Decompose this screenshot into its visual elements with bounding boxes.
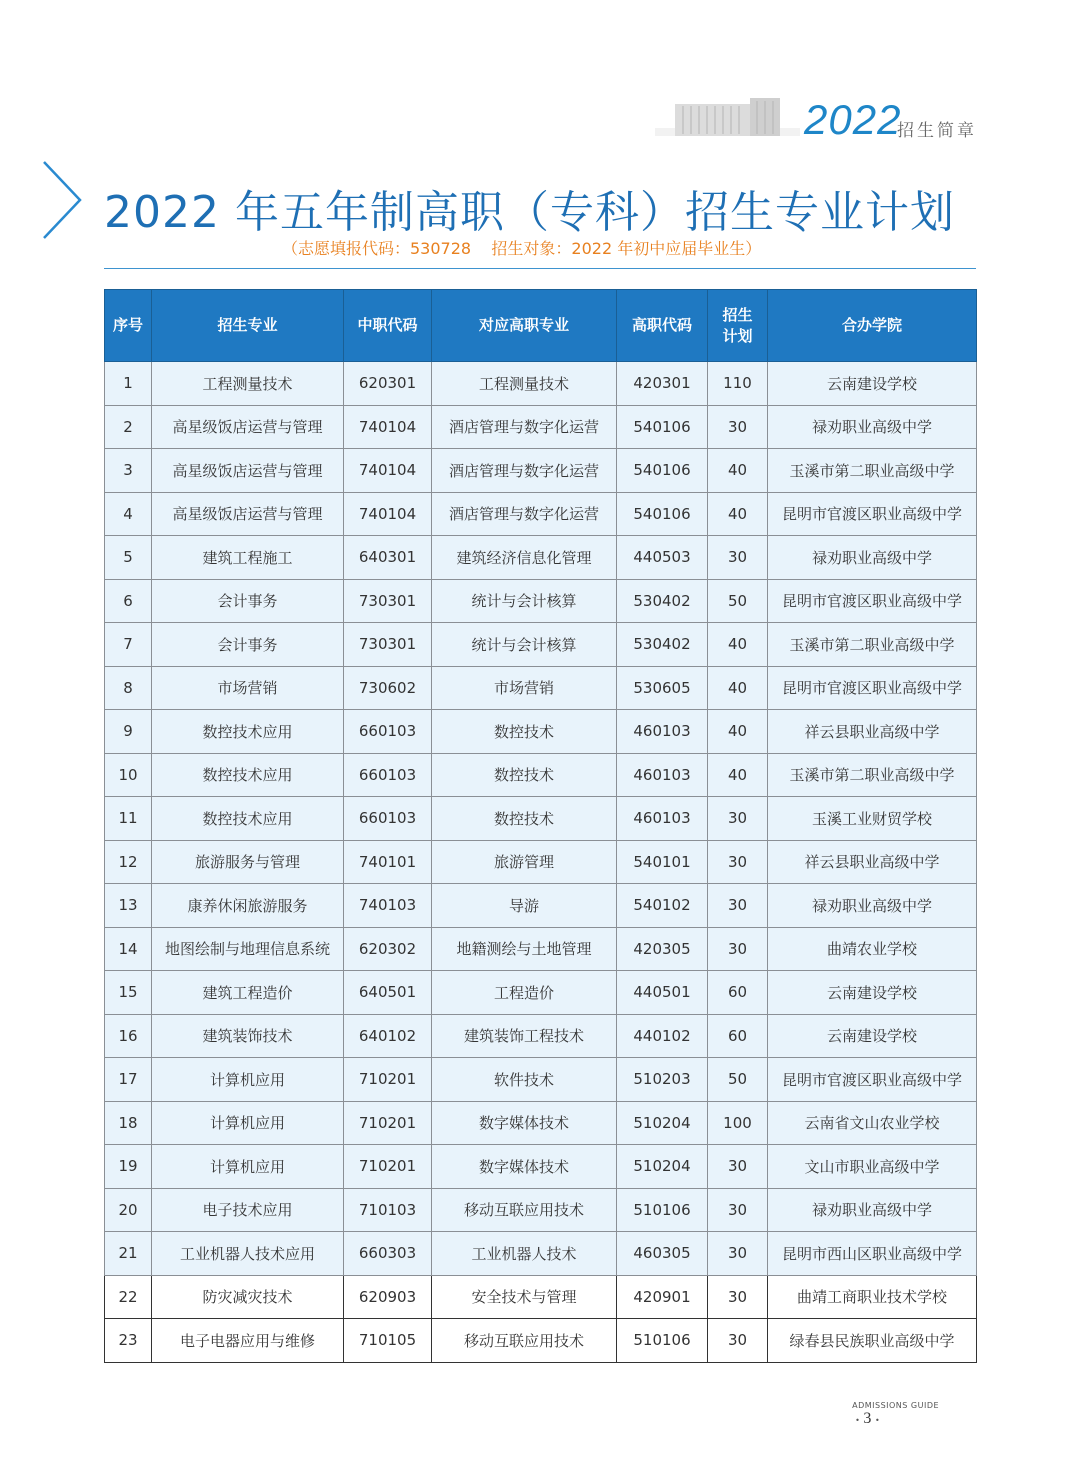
cell-partner-school: 玉溪工业财贸学校 xyxy=(768,797,977,841)
header-row xyxy=(105,290,977,362)
cell-partner-school: 祥云县职业高级中学 xyxy=(768,710,977,754)
cell-major: 高星级饭店运营与管理 xyxy=(152,492,344,536)
cell-higher-code: 540101 xyxy=(617,840,708,884)
cell-major: 旅游服务与管理 xyxy=(152,840,344,884)
column-header-partner-school: 合办学院 xyxy=(768,290,977,362)
cell-secondary-code: 710201 xyxy=(344,1101,432,1145)
cell-partner-school: 禄劝职业高级中学 xyxy=(768,405,977,449)
cell-secondary-code: 740104 xyxy=(344,492,432,536)
cell-plan: 30 xyxy=(708,1275,768,1319)
cell-higher-code: 510106 xyxy=(617,1319,708,1363)
cell-major: 会计事务 xyxy=(152,623,344,667)
table-row xyxy=(105,492,977,536)
cell-higher-code: 420901 xyxy=(617,1275,708,1319)
cell-higher-major: 软件技术 xyxy=(432,1058,617,1102)
cell-major: 建筑装饰技术 xyxy=(152,1014,344,1058)
cell-seq: 9 xyxy=(105,710,152,754)
header-subtitle: 招生简章 xyxy=(897,121,977,141)
cell-secondary-code: 660103 xyxy=(344,753,432,797)
column-header-plan: 招生 计划 xyxy=(708,290,768,362)
cell-major: 高星级饭店运营与管理 xyxy=(152,405,344,449)
cell-plan: 30 xyxy=(708,1145,768,1189)
cell-seq: 5 xyxy=(105,536,152,580)
cell-secondary-code: 710103 xyxy=(344,1188,432,1232)
table-row xyxy=(105,884,977,928)
cell-higher-code: 540106 xyxy=(617,492,708,536)
title-divider xyxy=(104,268,976,269)
cell-seq: 10 xyxy=(105,753,152,797)
table-row xyxy=(105,536,977,580)
cell-seq: 1 xyxy=(105,362,152,406)
cell-partner-school: 绿春县民族职业高级中学 xyxy=(768,1319,977,1363)
cell-major: 会计事务 xyxy=(152,579,344,623)
cell-secondary-code: 710201 xyxy=(344,1058,432,1102)
page-title: 2022 年五年制高职（专科）招生专业计划 xyxy=(104,187,955,238)
table-row xyxy=(105,362,977,406)
cell-secondary-code: 730301 xyxy=(344,623,432,667)
cell-plan: 30 xyxy=(708,927,768,971)
column-header-higher-code: 高职代码 xyxy=(617,290,708,362)
cell-secondary-code: 740104 xyxy=(344,405,432,449)
cell-plan: 50 xyxy=(708,1058,768,1102)
table-row xyxy=(105,623,977,667)
column-header-higher-major: 对应高职专业 xyxy=(432,290,617,362)
cell-major: 数控技术应用 xyxy=(152,710,344,754)
cell-higher-major: 数字媒体技术 xyxy=(432,1145,617,1189)
cell-higher-major: 数控技术 xyxy=(432,797,617,841)
cell-higher-major: 工程造价 xyxy=(432,971,617,1015)
cell-major: 防灾减灾技术 xyxy=(152,1275,344,1319)
cell-seq: 7 xyxy=(105,623,152,667)
cell-seq: 3 xyxy=(105,449,152,493)
cell-seq: 11 xyxy=(105,797,152,841)
cell-plan: 40 xyxy=(708,666,768,710)
cell-partner-school: 禄劝职业高级中学 xyxy=(768,1188,977,1232)
cell-partner-school: 昆明市官渡区职业高级中学 xyxy=(768,1058,977,1102)
cell-higher-major: 统计与会计核算 xyxy=(432,579,617,623)
cell-seq: 12 xyxy=(105,840,152,884)
table-row xyxy=(105,1232,977,1276)
cell-plan: 60 xyxy=(708,1014,768,1058)
cell-partner-school: 云南省文山农业学校 xyxy=(768,1101,977,1145)
enrollment-plan-table xyxy=(104,289,977,1363)
cell-plan: 30 xyxy=(708,840,768,884)
cell-partner-school: 祥云县职业高级中学 xyxy=(768,840,977,884)
table-row xyxy=(105,753,977,797)
cell-higher-code: 440503 xyxy=(617,536,708,580)
cell-plan: 30 xyxy=(708,1188,768,1232)
cell-major: 数控技术应用 xyxy=(152,797,344,841)
cell-seq: 19 xyxy=(105,1145,152,1189)
cell-higher-major: 酒店管理与数字化运营 xyxy=(432,492,617,536)
cell-partner-school: 云南建设学校 xyxy=(768,971,977,1015)
cell-seq: 16 xyxy=(105,1014,152,1058)
cell-major: 高星级饭店运营与管理 xyxy=(152,449,344,493)
cell-higher-major: 导游 xyxy=(432,884,617,928)
cell-higher-code: 440102 xyxy=(617,1014,708,1058)
cell-secondary-code: 640102 xyxy=(344,1014,432,1058)
cell-higher-code: 460103 xyxy=(617,797,708,841)
cell-partner-school: 云南建设学校 xyxy=(768,362,977,406)
cell-secondary-code: 620301 xyxy=(344,362,432,406)
cell-higher-major: 市场营销 xyxy=(432,666,617,710)
cell-plan: 60 xyxy=(708,971,768,1015)
cell-secondary-code: 740103 xyxy=(344,884,432,928)
cell-seq: 21 xyxy=(105,1232,152,1276)
cell-seq: 8 xyxy=(105,666,152,710)
cell-higher-major: 地籍测绘与土地管理 xyxy=(432,927,617,971)
page-number: 3 xyxy=(863,1410,872,1427)
cell-partner-school: 昆明市西山区职业高级中学 xyxy=(768,1232,977,1276)
table-row xyxy=(105,579,977,623)
cell-partner-school: 曲靖农业学校 xyxy=(768,927,977,971)
cell-higher-code: 530402 xyxy=(617,623,708,667)
cell-higher-code: 530402 xyxy=(617,579,708,623)
cell-plan: 110 xyxy=(708,362,768,406)
cell-higher-major: 数控技术 xyxy=(432,710,617,754)
cell-plan: 40 xyxy=(708,753,768,797)
table-row xyxy=(105,1188,977,1232)
page-subtitle: （志愿填报代码：530728 招生对象：2022 年初中应届毕业生） xyxy=(282,239,762,258)
table-row xyxy=(105,1058,977,1102)
footer-label: ADMISSIONS GUIDE xyxy=(852,1401,940,1410)
table-row xyxy=(105,797,977,841)
table-row xyxy=(105,840,977,884)
cell-major: 工业机器人技术应用 xyxy=(152,1232,344,1276)
cell-plan: 40 xyxy=(708,623,768,667)
cell-major: 市场营销 xyxy=(152,666,344,710)
cell-plan: 30 xyxy=(708,797,768,841)
cell-plan: 30 xyxy=(708,1232,768,1276)
cell-secondary-code: 620302 xyxy=(344,927,432,971)
table-header xyxy=(105,290,977,362)
column-header-secondary-code: 中职代码 xyxy=(344,290,432,362)
cell-higher-major: 酒店管理与数字化运营 xyxy=(432,449,617,493)
cell-plan: 30 xyxy=(708,884,768,928)
cell-plan: 30 xyxy=(708,536,768,580)
table-row xyxy=(105,449,977,493)
cell-higher-major: 酒店管理与数字化运营 xyxy=(432,405,617,449)
cell-secondary-code: 710201 xyxy=(344,1145,432,1189)
cell-plan: 30 xyxy=(708,1319,768,1363)
cell-major: 计算机应用 xyxy=(152,1101,344,1145)
cell-secondary-code: 620903 xyxy=(344,1275,432,1319)
cell-higher-code: 440501 xyxy=(617,971,708,1015)
cell-higher-major: 旅游管理 xyxy=(432,840,617,884)
cell-seq: 6 xyxy=(105,579,152,623)
cell-partner-school: 玉溪市第二职业高级中学 xyxy=(768,449,977,493)
cell-higher-code: 510203 xyxy=(617,1058,708,1102)
cell-seq: 2 xyxy=(105,405,152,449)
cell-partner-school: 文山市职业高级中学 xyxy=(768,1145,977,1189)
cell-partner-school: 禄劝职业高级中学 xyxy=(768,884,977,928)
table-row xyxy=(105,927,977,971)
table-row xyxy=(105,1319,977,1363)
cell-major: 计算机应用 xyxy=(152,1058,344,1102)
cell-partner-school: 昆明市官渡区职业高级中学 xyxy=(768,492,977,536)
cell-secondary-code: 660303 xyxy=(344,1232,432,1276)
page-footer: ADMISSIONS GUIDE • 3 • xyxy=(852,1401,940,1427)
column-header-seq: 序号 xyxy=(105,290,152,362)
cell-seq: 18 xyxy=(105,1101,152,1145)
cell-secondary-code: 710105 xyxy=(344,1319,432,1363)
cell-partner-school: 玉溪市第二职业高级中学 xyxy=(768,753,977,797)
cell-secondary-code: 740104 xyxy=(344,449,432,493)
cell-higher-code: 540106 xyxy=(617,449,708,493)
cell-higher-major: 数字媒体技术 xyxy=(432,1101,617,1145)
cell-secondary-code: 640301 xyxy=(344,536,432,580)
cell-higher-major: 建筑经济信息化管理 xyxy=(432,536,617,580)
cell-secondary-code: 730602 xyxy=(344,666,432,710)
cell-major: 电子技术应用 xyxy=(152,1188,344,1232)
cell-seq: 17 xyxy=(105,1058,152,1102)
cell-plan: 100 xyxy=(708,1101,768,1145)
cell-higher-major: 数控技术 xyxy=(432,753,617,797)
cell-higher-major: 安全技术与管理 xyxy=(432,1275,617,1319)
table-row xyxy=(105,710,977,754)
cell-higher-code: 460103 xyxy=(617,710,708,754)
cell-higher-major: 工业机器人技术 xyxy=(432,1232,617,1276)
cell-higher-code: 460103 xyxy=(617,753,708,797)
cell-seq: 4 xyxy=(105,492,152,536)
cell-secondary-code: 640501 xyxy=(344,971,432,1015)
cell-seq: 23 xyxy=(105,1319,152,1363)
cell-secondary-code: 740101 xyxy=(344,840,432,884)
cell-secondary-code: 730301 xyxy=(344,579,432,623)
table-row xyxy=(105,1014,977,1058)
cell-major: 工程测量技术 xyxy=(152,362,344,406)
cell-partner-school: 昆明市官渡区职业高级中学 xyxy=(768,579,977,623)
table-row xyxy=(105,405,977,449)
cell-plan: 40 xyxy=(708,710,768,754)
cell-higher-major: 统计与会计核算 xyxy=(432,623,617,667)
cell-partner-school: 曲靖工商职业技术学校 xyxy=(768,1275,977,1319)
table-row xyxy=(105,971,977,1015)
cell-seq: 22 xyxy=(105,1275,152,1319)
cell-major: 电子电器应用与维修 xyxy=(152,1319,344,1363)
cell-plan: 40 xyxy=(708,492,768,536)
table-row xyxy=(105,1145,977,1189)
cell-major: 建筑工程施工 xyxy=(152,536,344,580)
cell-higher-major: 建筑装饰工程技术 xyxy=(432,1014,617,1058)
cell-major: 建筑工程造价 xyxy=(152,971,344,1015)
cell-higher-code: 530605 xyxy=(617,666,708,710)
table-row xyxy=(105,666,977,710)
cell-higher-major: 工程测量技术 xyxy=(432,362,617,406)
table-row xyxy=(105,1101,977,1145)
building-image xyxy=(655,98,800,136)
cell-higher-code: 420305 xyxy=(617,927,708,971)
cell-higher-code: 540106 xyxy=(617,405,708,449)
cell-plan: 50 xyxy=(708,579,768,623)
cell-plan: 40 xyxy=(708,449,768,493)
cell-partner-school: 昆明市官渡区职业高级中学 xyxy=(768,666,977,710)
cell-higher-code: 510204 xyxy=(617,1101,708,1145)
cell-higher-code: 540102 xyxy=(617,884,708,928)
cell-seq: 15 xyxy=(105,971,152,1015)
cell-major: 数控技术应用 xyxy=(152,753,344,797)
cell-partner-school: 云南建设学校 xyxy=(768,1014,977,1058)
column-header-major: 招生专业 xyxy=(152,290,344,362)
cell-seq: 20 xyxy=(105,1188,152,1232)
cell-major: 计算机应用 xyxy=(152,1145,344,1189)
table-row xyxy=(105,1275,977,1319)
cell-major: 康养休闲旅游服务 xyxy=(152,884,344,928)
cell-partner-school: 玉溪市第二职业高级中学 xyxy=(768,623,977,667)
header-year: 2022 xyxy=(804,96,902,143)
cell-secondary-code: 660103 xyxy=(344,797,432,841)
cell-higher-code: 510204 xyxy=(617,1145,708,1189)
chevron-right-icon xyxy=(40,160,84,240)
cell-higher-major: 移动互联应用技术 xyxy=(432,1188,617,1232)
table-body xyxy=(105,362,977,1363)
cell-higher-code: 420301 xyxy=(617,362,708,406)
cell-partner-school: 禄劝职业高级中学 xyxy=(768,536,977,580)
cell-major: 地图绘制与地理信息系统 xyxy=(152,927,344,971)
cell-seq: 13 xyxy=(105,884,152,928)
cell-plan: 30 xyxy=(708,405,768,449)
cell-higher-code: 510106 xyxy=(617,1188,708,1232)
cell-seq: 14 xyxy=(105,927,152,971)
cell-secondary-code: 660103 xyxy=(344,710,432,754)
cell-higher-major: 移动互联应用技术 xyxy=(432,1319,617,1363)
cell-higher-code: 460305 xyxy=(617,1232,708,1276)
